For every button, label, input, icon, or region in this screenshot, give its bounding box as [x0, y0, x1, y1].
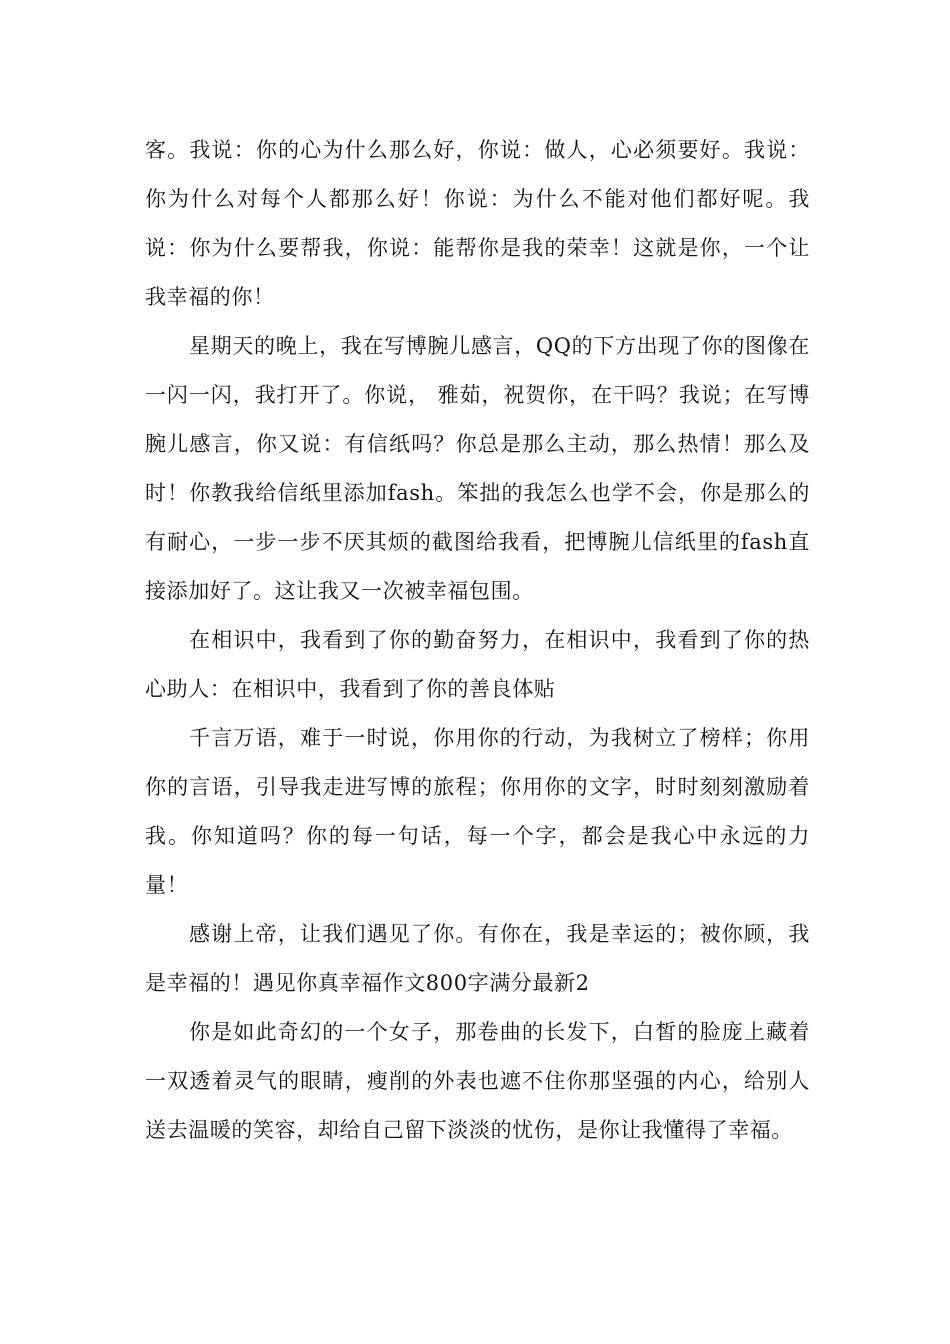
- paragraph-1: 客。我说：你的心为什么那么好，你说：做人，心必须要好。我说：你为什么对每个人都那么好！你说：为什么不能对他们都好呢。我说：你为什么要帮我，你说：能帮你是我的荣幸！这就是你，一个让我幸福的你！: [145, 138, 810, 309]
- document-body: [145, 126, 810, 1155]
- paragraph-2: 星期天的晚上，我在写博腕儿感言，QQ的下方出现了你的图像在一闪一闪，我打开了。你说， 雅茹，祝贺你，在干吗？我说；在写博腕儿感言，你又说：有信纸吗？你总是那么主动，那么热情！那么及时！你教我给信纸里添加fash。笨拙的我怎么也学不会，你是那么的有耐心，一步一步不厌其烦的截图给我看，把博腕儿信纸里的fash直接添加好了。这让我又一次被幸福包围。: [145, 334, 810, 603]
- paragraph-4: 千言万语，难于一时说，你用你的行动，为我树立了榜样；你用你的言语，引导我走进写博的旅程；你用你的文字，时时刻刻激励着我。你知道吗？你的每一句话，每一个字，都会是我心中永远的力量！: [145, 726, 810, 897]
- paragraph-6: 你是如此奇幻的一个女子，那卷曲的长发下，白皙的脸庞上藏着一双透着灵气的眼睛，瘦削的外表也遮不住你那坚强的内心，给别人送去温暖的笑容，却给自己留下淡淡的忧伤，是你让我懂得了幸福。: [145, 1020, 810, 1142]
- paragraph-5: 感谢上帝，让我们遇见了你。有你在，我是幸运的；被你顾，我是幸福的！遇见你真幸福作文800字满分最新2: [145, 922, 810, 995]
- paragraph-3: 在相识中，我看到了你的勤奋努力，在相识中，我看到了你的热心助人：在相识中，我看到了你的善良体贴: [145, 628, 810, 701]
